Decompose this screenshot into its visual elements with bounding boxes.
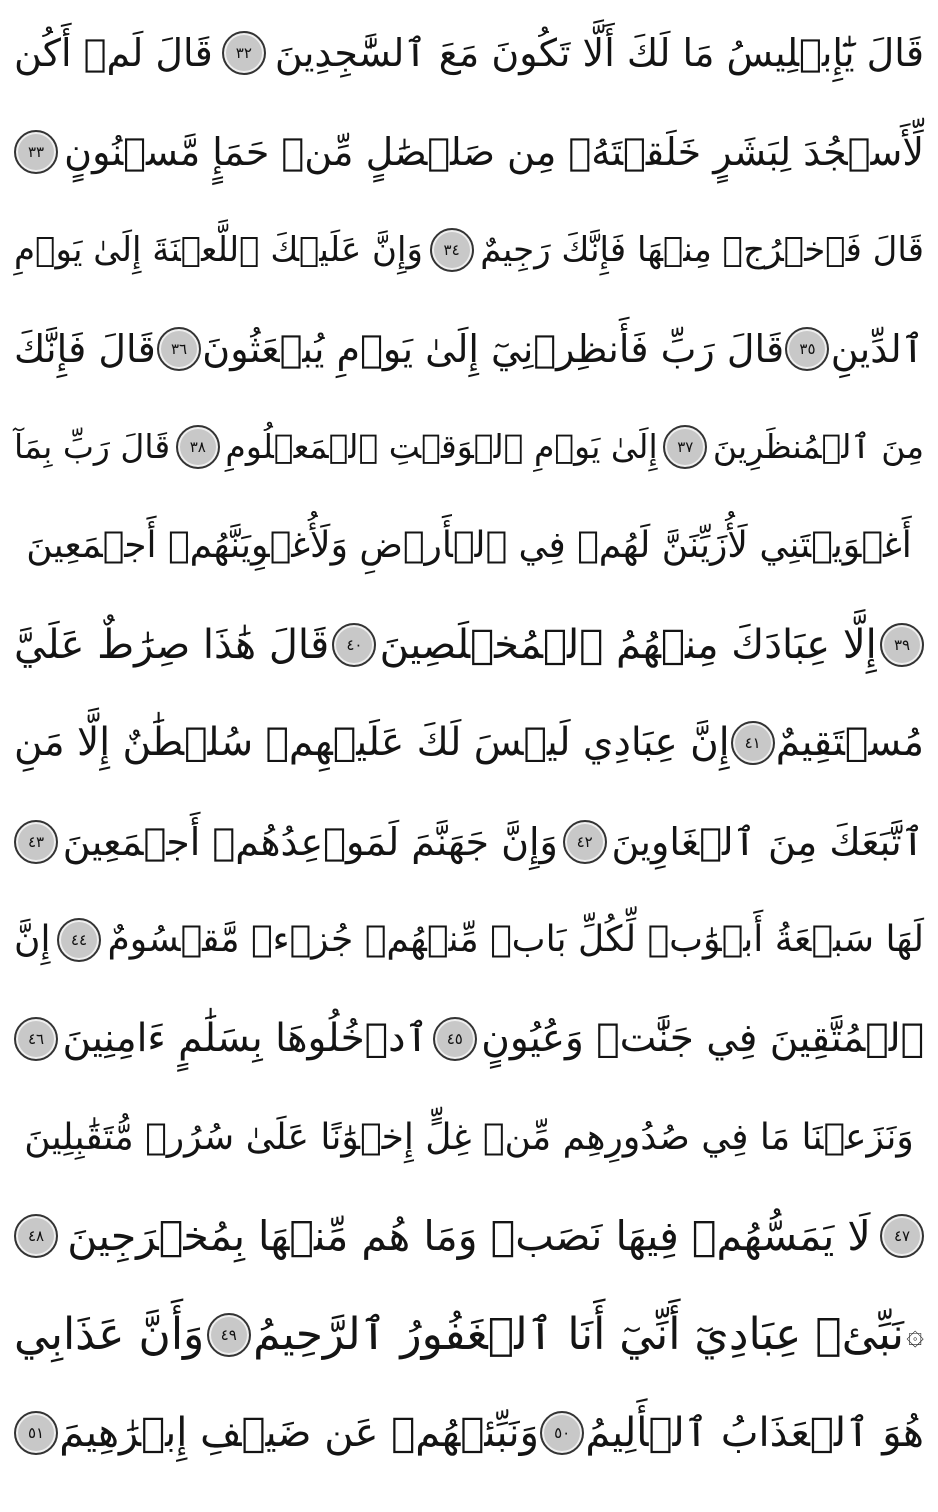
ayah-number-marker: ٤٤ bbox=[57, 918, 101, 962]
verse-text: وَنَبِّئۡهُمۡ عَن ضَيۡفِ إِبۡرَٰهِيمَ bbox=[59, 1410, 539, 1457]
verse-text: وَإِنَّ عَلَيۡكَ ٱللَّعۡنَةَ إِلَىٰ يَوۡمِ bbox=[14, 230, 423, 271]
ayah-number-marker: ٤٦ bbox=[14, 1017, 58, 1061]
verse-text: لَهَا سَبۡعَةُ أَبۡوَٰبٖ لِّكُلِّ بَابٖ مِّنۡهُمۡ جُزۡءٞ مَّقۡسُومٌ bbox=[107, 919, 924, 961]
verse-text: قَالَ يَٰٓإِبۡلِيسُ مَا لَكَ أَلَّا تَكُونَ مَعَ ٱلسَّٰجِدِينَ bbox=[274, 31, 924, 75]
quran-line bbox=[14, 6, 924, 100]
ayah-number-marker: ٣٧ bbox=[663, 425, 707, 469]
ayah-number-marker: ٤٧ bbox=[880, 1214, 924, 1258]
verse-text: ٱلۡمُتَّقِينَ فِي جَنَّٰتٖ وَعُيُونٍ bbox=[481, 1016, 924, 1061]
verse-text: مُسۡتَقِيمٌ bbox=[775, 720, 924, 766]
quran-line bbox=[14, 1189, 924, 1283]
quran-line bbox=[14, 992, 924, 1086]
verse-text: إِلَىٰ يَوۡمِ ٱلۡوَقۡتِ ٱلۡمَعۡلُومِ bbox=[225, 427, 658, 467]
ayah-number-marker: ٤٥ bbox=[433, 1017, 477, 1061]
verse-text: قَالَ فَٱخۡرُجۡ مِنۡهَا فَإِنَّكَ رَجِيمٌ bbox=[480, 230, 924, 271]
quran-line bbox=[14, 795, 924, 889]
verse-text: هُوَ ٱلۡعَذَابُ ٱلۡأَلِيمُ bbox=[585, 1410, 924, 1457]
quran-line bbox=[14, 499, 924, 593]
verse-text: إِلَّا عِبَادَكَ مِنۡهُمُ ٱلۡمُخۡلَصِينَ bbox=[379, 621, 877, 668]
verse-text: وَنَزَعۡنَا مَا فِي صُدُورِهِم مِّنۡ غِلٍّ إِخۡوَٰنًا عَلَىٰ سُرُرٖ مُّتَقَٰبِلِينَ bbox=[24, 1116, 914, 1158]
ayah-number-marker: ٤٢ bbox=[563, 820, 607, 864]
verse-text: نَبِّئۡ عِبَادِيٓ أَنِّيٓ أَنَا ٱلۡغَفُورُ ٱلرَّحِيمُ bbox=[253, 1308, 904, 1360]
verse-text: ٱتَّبَعَكَ مِنَ ٱلۡغَاوِينَ bbox=[611, 819, 924, 864]
ayah-number-marker: ٣٢ bbox=[222, 31, 266, 75]
ayah-number-marker: ٤٨ bbox=[14, 1214, 58, 1258]
ayah-number-marker: ٣٥ bbox=[785, 327, 829, 371]
verse-text: ٱدۡخُلُوهَا بِسَلَٰمٍ ءَامِنِينَ bbox=[62, 1016, 429, 1061]
quran-line bbox=[14, 400, 924, 494]
ayah-number-marker: ٣٤ bbox=[430, 228, 474, 272]
rub-el-hizb-icon: ۞ bbox=[906, 1316, 924, 1352]
quran-line bbox=[14, 696, 924, 790]
verse-text: ٱلدِّينِ bbox=[830, 326, 924, 371]
ayah-number-marker: ٣٦ bbox=[157, 327, 201, 371]
ayah-number-marker: ٥٠ bbox=[540, 1411, 584, 1455]
verse-text: قَالَ لَمۡ أَكُن bbox=[14, 31, 213, 75]
verse-text: قَالَ هَٰذَا صِرَٰطٌ عَلَيَّ bbox=[14, 621, 330, 668]
verse-text: وَإِنَّ جَهَنَّمَ لَمَوۡعِدُهُمۡ أَجۡمَعِينَ bbox=[62, 819, 558, 864]
verse-text: إِنَّ bbox=[14, 919, 51, 961]
quran-line bbox=[14, 893, 924, 987]
ayah-number-marker: ٣٨ bbox=[176, 425, 220, 469]
ayah-number-marker: ٣٩ bbox=[880, 623, 924, 667]
verse-text: وَأَنَّ عَذَابِي bbox=[14, 1308, 205, 1360]
ayah-number-marker: ٤٠ bbox=[332, 623, 376, 667]
verse-text: قَالَ رَبِّ بِمَآ bbox=[14, 427, 171, 467]
verse-text: قَالَ رَبِّ فَأَنظِرۡنِيٓ إِلَىٰ يَوۡمِ يُبۡعَثُونَ bbox=[202, 326, 785, 371]
quran-line bbox=[14, 105, 924, 199]
ayah-number-marker: ٤١ bbox=[731, 721, 775, 765]
quran-line bbox=[14, 203, 924, 297]
quran-line bbox=[14, 302, 924, 396]
ayah-number-marker: ٥١ bbox=[14, 1411, 58, 1455]
verse-text: لَا يَمَسُّهُمۡ فِيهَا نَصَبٞ وَمَا هُم مِّنۡهَا بِمُخۡرَجِينَ bbox=[67, 1212, 871, 1261]
quran-line bbox=[14, 1288, 924, 1382]
verse-text: قَالَ فَإِنَّكَ bbox=[14, 326, 156, 371]
verse-text: لِّأَسۡجُدَ لِبَشَرٍ خَلَقۡتَهُۥ مِن صَلۡصَٰلٍ مِّنۡ حَمَإٍ مَّسۡنُونٍ bbox=[64, 129, 924, 174]
verse-text: إِنَّ عِبَادِي لَيۡسَ لَكَ عَلَيۡهِمۡ سُلۡطَٰنٌ إِلَّا مَنِ bbox=[14, 720, 730, 766]
quran-line bbox=[14, 598, 924, 692]
ayah-number-marker: ٣٣ bbox=[14, 130, 58, 174]
quran-line bbox=[14, 1386, 924, 1480]
ayah-number-marker: ٤٣ bbox=[14, 820, 58, 864]
ayah-number-marker: ٤٩ bbox=[207, 1313, 251, 1357]
quran-line bbox=[14, 1091, 924, 1185]
verse-text: مِنَ ٱلۡمُنظَرِينَ bbox=[712, 427, 924, 467]
verse-text: أَغۡوَيۡتَنِي لَأُزَيِّنَنَّ لَهُمۡ فِي ٱلۡأَرۡضِ وَلَأُغۡوِيَنَّهُمۡ أَجۡمَعِينَ bbox=[26, 525, 912, 566]
